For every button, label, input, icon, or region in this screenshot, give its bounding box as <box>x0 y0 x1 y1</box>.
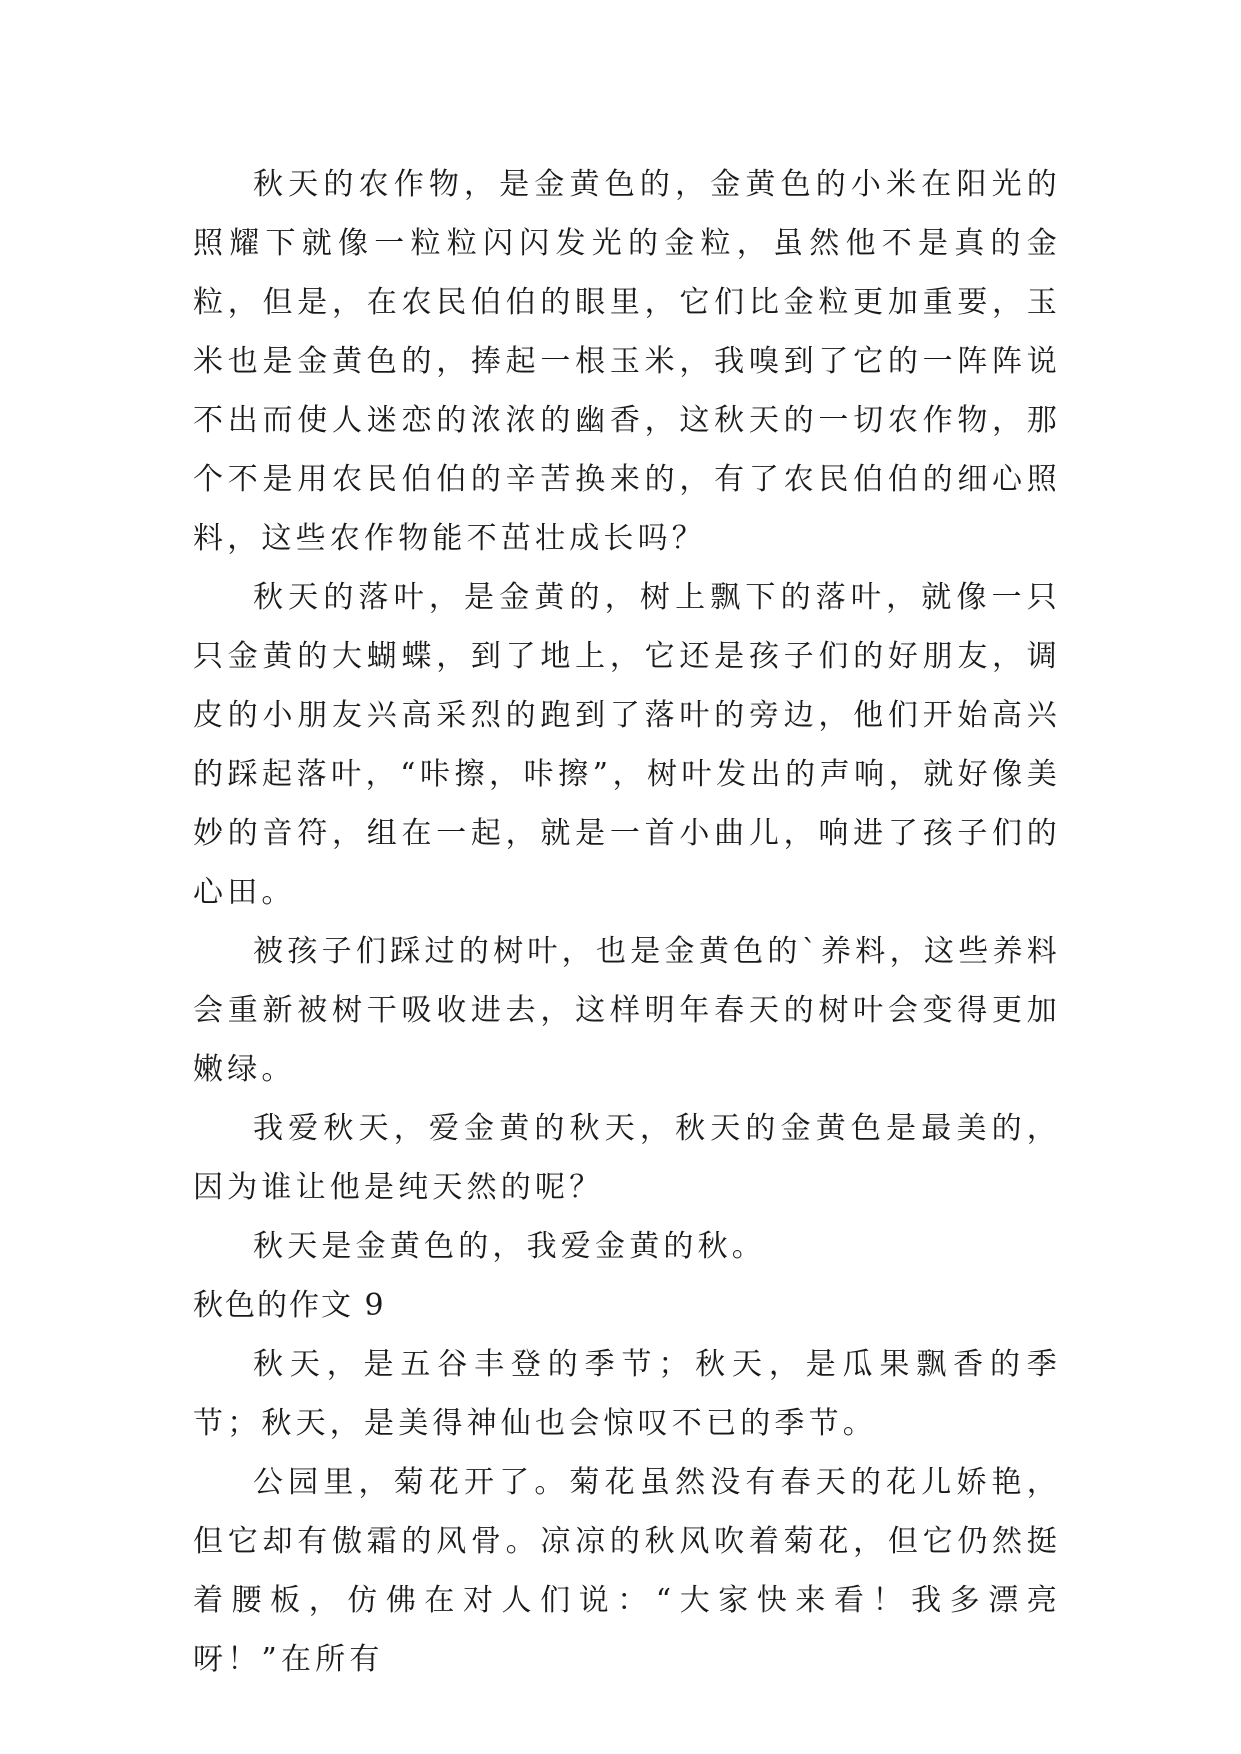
document-body <box>193 155 1061 1689</box>
paragraph-golden-autumn: 秋天是金黄色的，我爱金黄的秋。 <box>253 1229 766 1264</box>
paragraph-seasons: 秋天，是五谷丰登的季节；秋天，是瓜果飘香的季节；秋天，是美得神仙也会惊叹不已的季节。 <box>193 1347 1061 1441</box>
paragraph-chrysanthemum: 公园里，菊花开了。菊花虽然没有春天的花儿娇艳，但它却有傲霜的风骨。凉凉的秋风吹着菊花，但它仍然挺着腰板，仿佛在对人们说：“大家快来看！我多漂亮呀！”在所有 <box>193 1465 1061 1677</box>
paragraph-leaves: 秋天的落叶，是金黄的，树上飘下的落叶，就像一只只金黄的大蝴蝶，到了地上，它还是孩子们的好朋友，调皮的小朋友兴高采烈的跑到了落叶的旁边，他们开始高兴的踩起落叶，“咔擦，咔擦”，树叶发出的声响，就好像美妙的音符，组在一起，就是一首小曲儿，响进了孩子们的心田。 <box>193 580 1061 910</box>
paragraph-crops: 秋天的农作物，是金黄色的，金黄色的小米在阳光的照耀下就像一粒粒闪闪发光的金粒，虽然他不是真的金粒，但是，在农民伯伯的眼里，它们比金粒更加重要，玉米也是金黄色的，捧起一根玉米，我嗅到了它的一阵阵说不出而使人迷恋的浓浓的幽香，这秋天的一切农作物，那个不是用农民伯伯的辛苦换来的，有了农民伯伯的细心照料，这些农作物能不茁壮成长吗？ <box>193 167 1061 556</box>
section-heading: 秋色的作文 9 <box>193 1288 386 1323</box>
paragraph-nutrients: 被孩子们踩过的树叶，也是金黄色的`养料，这些养料会重新被树干吸收进去，这样明年春天的树叶会变得更加嫩绿。 <box>193 934 1061 1087</box>
paragraph-love-autumn: 我爱秋天，爱金黄的秋天，秋天的金黄色是最美的，因为谁让他是纯天然的呢？ <box>193 1111 1061 1205</box>
